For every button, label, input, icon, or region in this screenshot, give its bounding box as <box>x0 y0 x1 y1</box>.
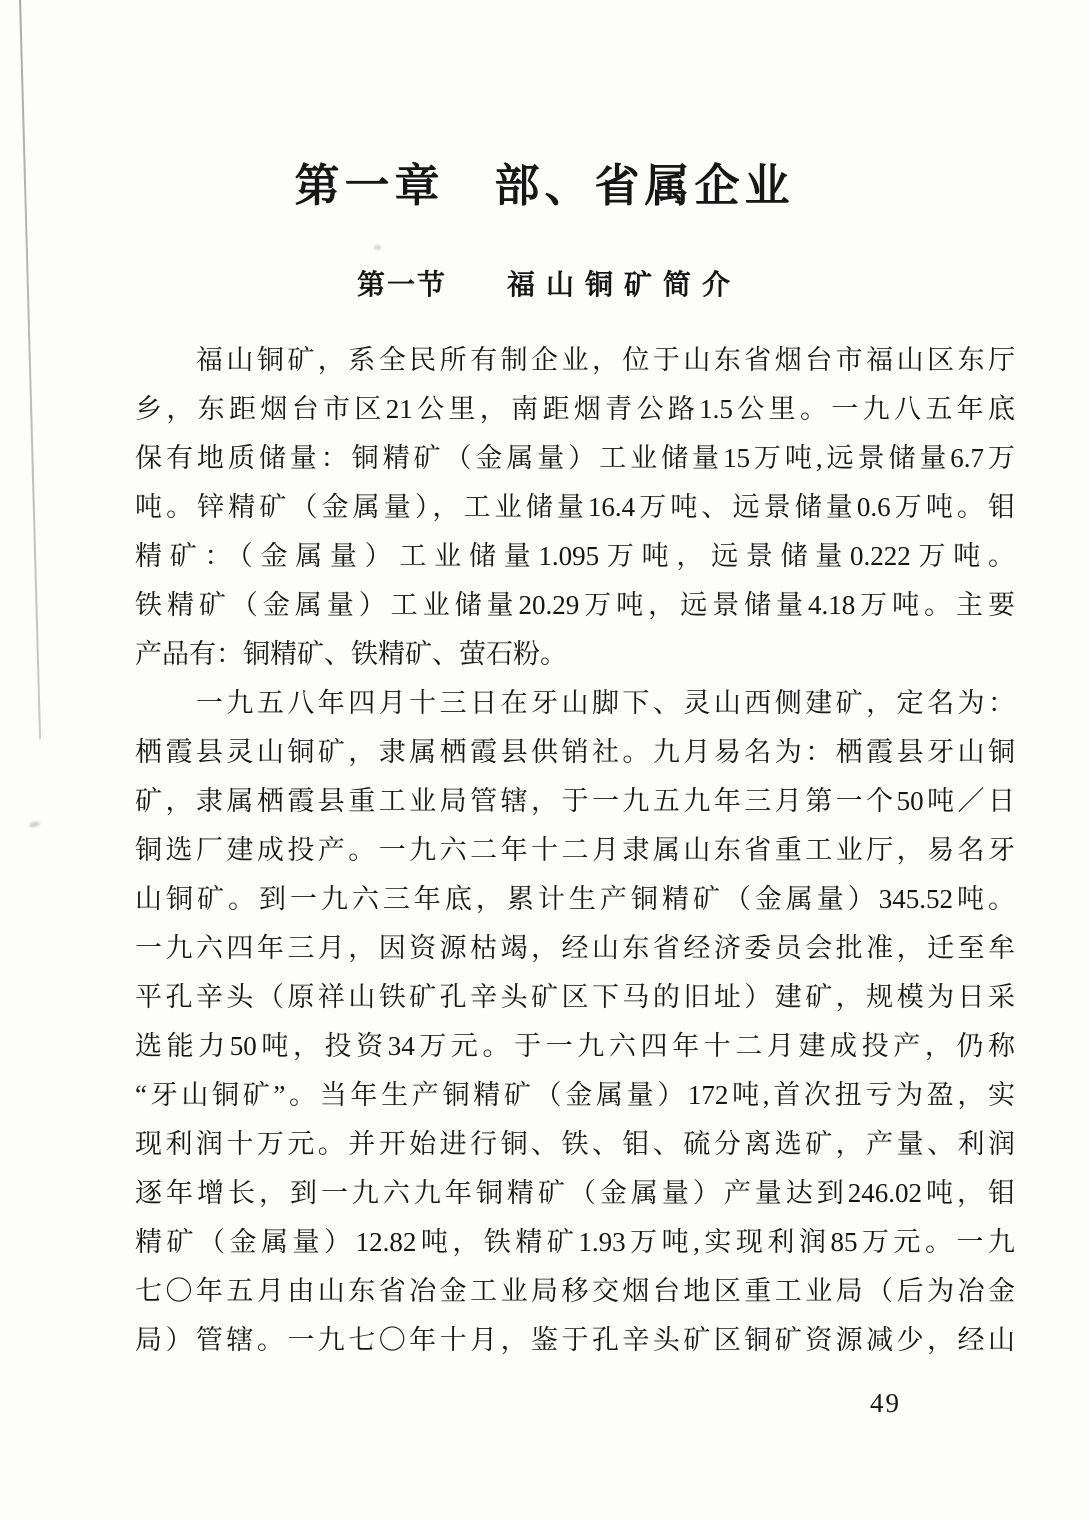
body-line: 矿，隶属栖霞县重工业局管辖，于一九五九年三月第一个50吨／日 <box>135 786 1015 816</box>
body-line: 局）管辖。一九七〇年十月，鉴于孔辛头矿区铜矿资源减少，经山 <box>135 1325 1015 1355</box>
body-line: 七〇年五月由山东省冶金工业局移交烟台地区重工业局（后为冶金 <box>135 1276 1015 1306</box>
body-line: 保有地质储量：铜精矿（金属量）工业储量15万吨,远景储量6.7万 <box>135 443 1015 473</box>
body-line: 一九六四年三月，因资源枯竭，经山东省经济委员会批准，迁至牟 <box>135 933 1015 963</box>
body-line: 精矿：（金属量）工业储量1.095万吨，远景储量0.222万吨。 <box>135 541 1015 571</box>
body-line: 栖霞县灵山铜矿，隶属栖霞县供销社。九月易名为：栖霞县牙山铜 <box>135 737 1015 767</box>
scan-smudge <box>29 821 41 829</box>
body-line: 产品有：铜精矿、铁精矿、萤石粉。 <box>135 639 567 669</box>
body-line: 平孔辛头（原祥山铁矿孔辛头矿区下马的旧址）建矿，规模为日采 <box>135 982 1015 1012</box>
body-line: 铜选厂建成投产。一九六二年十二月隶属山东省重工业厅，易名牙 <box>135 835 1015 865</box>
chapter-title: 第一章 部、省属企业 <box>294 161 795 211</box>
body-line: 乡，东距烟台市区21公里，南距烟青公路1.5公里。一九八五年底 <box>135 394 1015 424</box>
body-line: “牙山铜矿”。当年生产铜精矿（金属量）172吨,首次扭亏为盈，实 <box>135 1080 1015 1110</box>
body-line: 选能力50吨，投资34万元。于一九六四年十二月建成投产，仍称 <box>135 1031 1015 1061</box>
section-title: 第一节 福 山 铜 矿 简 介 <box>356 270 732 301</box>
scan-smudge <box>374 245 381 250</box>
body-line: 精矿（金属量）12.82吨，铁精矿1.93万吨,实现利润85万元。一九 <box>135 1227 1015 1257</box>
body-line: 福山铜矿，系全民所有制企业，位于山东省烟台市福山区东厅 <box>135 345 1015 375</box>
body-line: 吨。锌精矿（金属量），工业储量16.4万吨、远景储量0.6万吨。钼 <box>135 492 1015 522</box>
body-line: 一九五八年四月十三日在牙山脚下、灵山西侧建矿，定名为： <box>135 688 1015 718</box>
body-line: 现利润十万元。并开始进行铜、铁、钼、硫分离选矿，产量、利润 <box>135 1129 1015 1159</box>
body-line: 逐年增长，到一九六九年铜精矿（金属量）产量达到246.02吨，钼 <box>135 1178 1015 1208</box>
scan-edge-artifact <box>19 0 41 739</box>
body-line: 山铜矿。到一九六三年底，累计生产铜精矿（金属量）345.52吨。 <box>135 884 1015 914</box>
page-number: 49 <box>870 1388 901 1418</box>
body-text <box>135 336 1015 1365</box>
body-line: 铁精矿（金属量）工业储量20.29万吨，远景储量4.18万吨。主要 <box>135 590 1015 620</box>
